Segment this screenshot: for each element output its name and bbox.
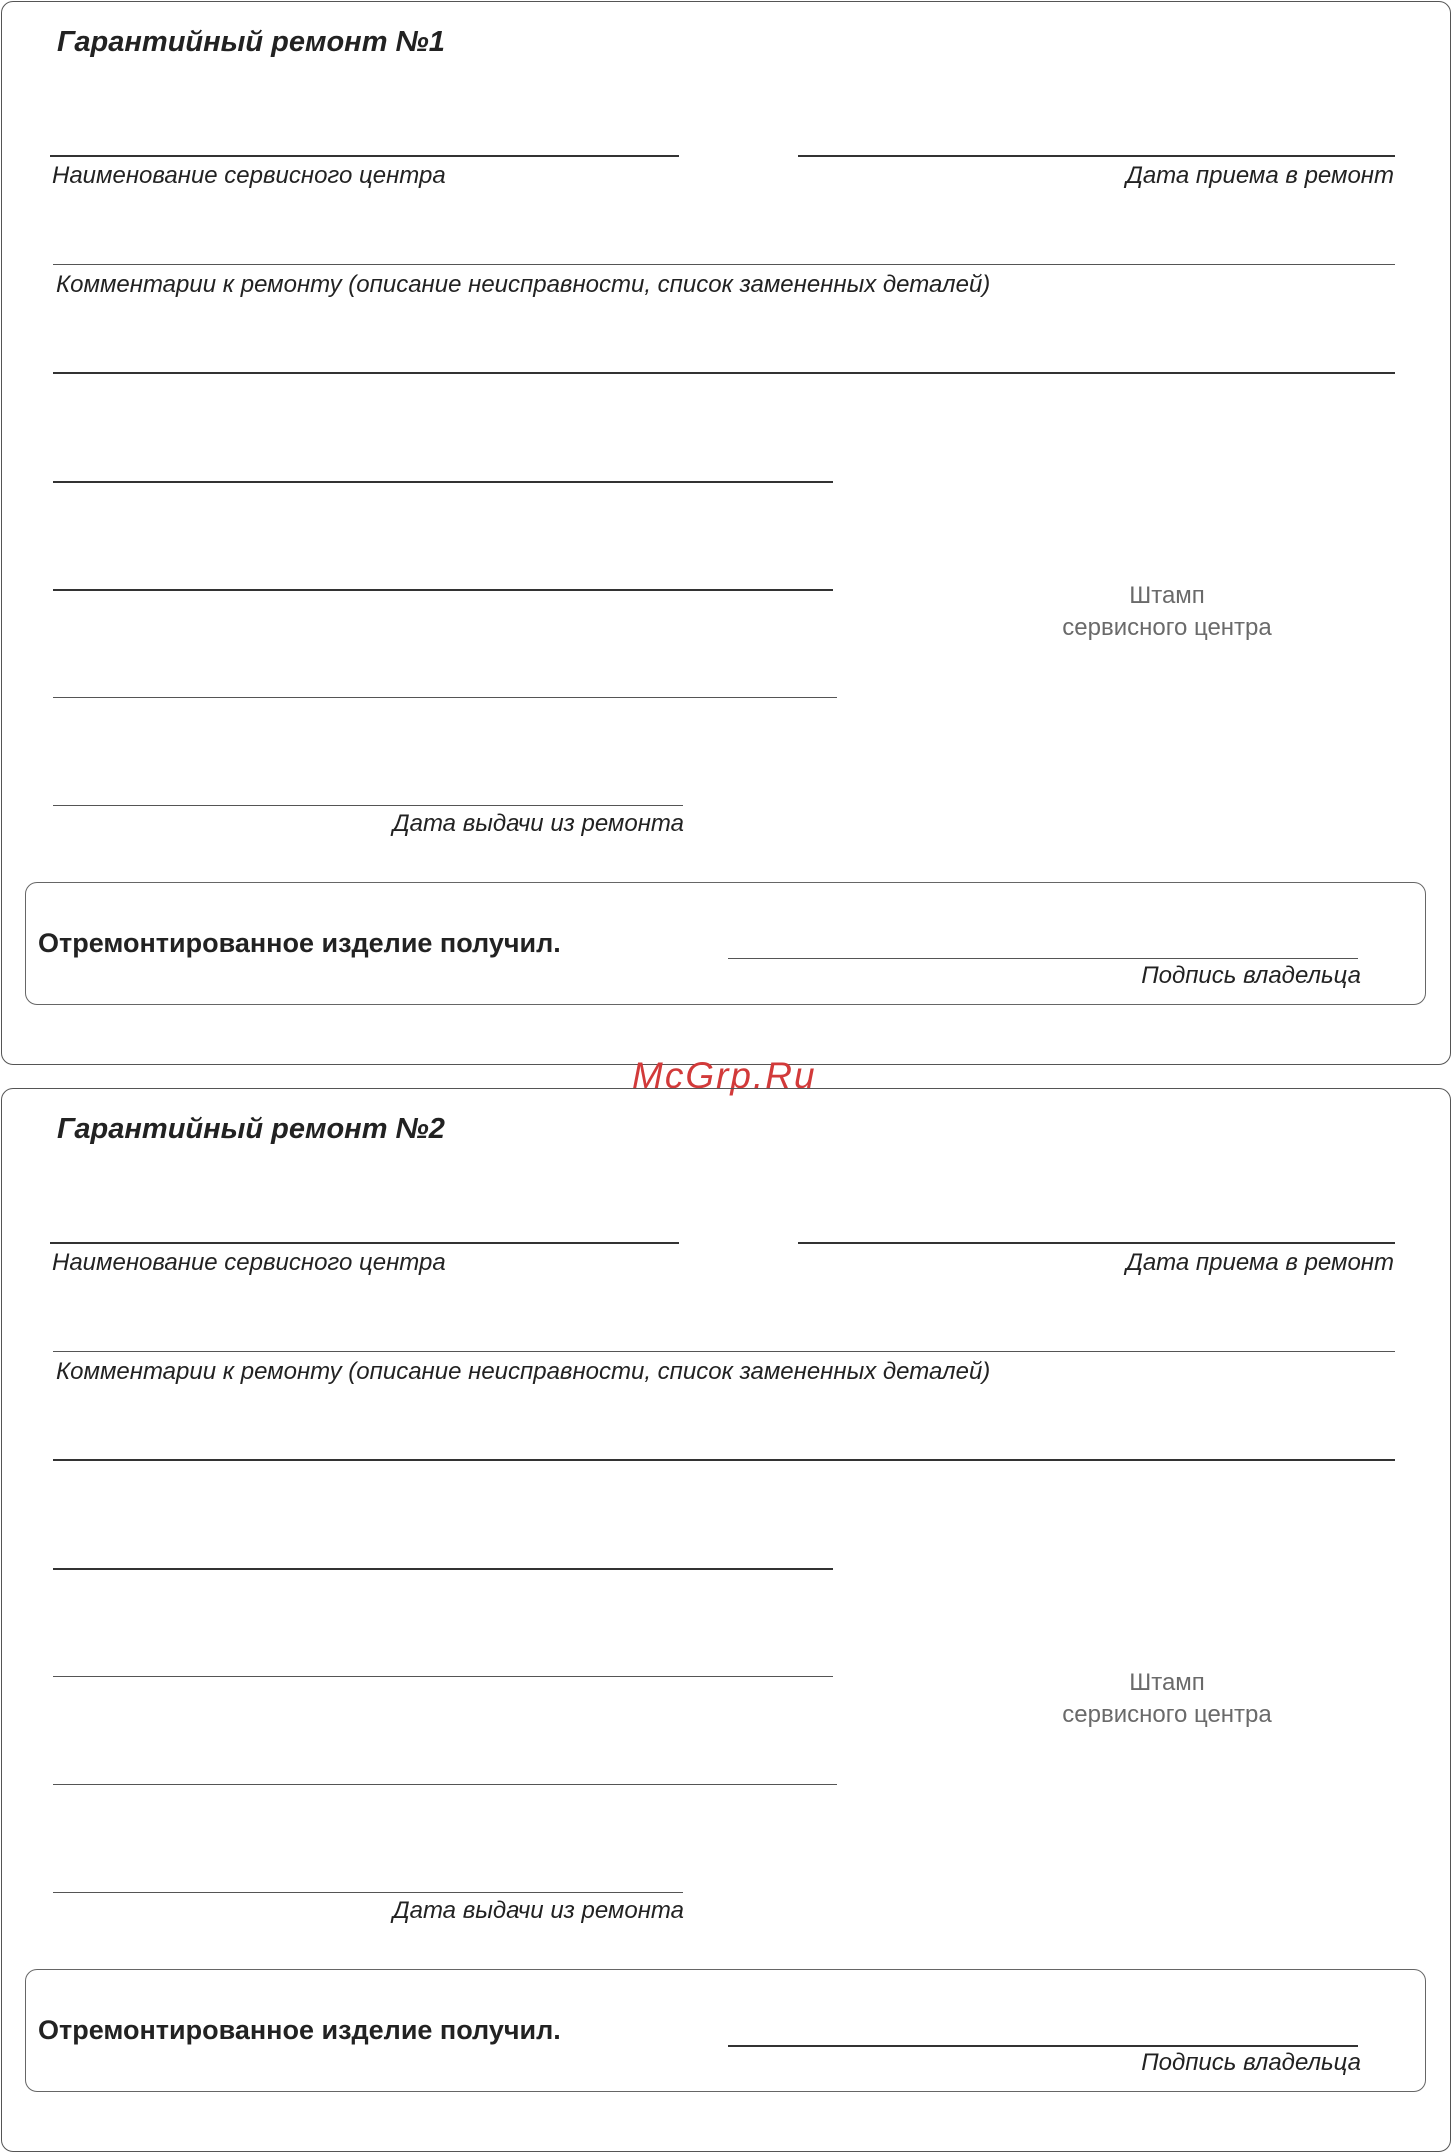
owner-signature-label: Подпись владельца <box>1141 962 1361 989</box>
stamp-area <box>1002 1667 1332 1731</box>
warranty-repair-card-1 <box>1 1 1451 1065</box>
date-received-field[interactable] <box>798 155 1395 157</box>
comments-field-line-4[interactable] <box>53 1676 833 1677</box>
comments-label: Комментарии к ремонту (описание неисправности, список замененных деталей) <box>56 271 991 298</box>
owner-signature-field[interactable] <box>728 2045 1358 2047</box>
stamp-label-line-2: сервисного центра <box>1062 1701 1272 1728</box>
card-title: Гарантийный ремонт №2 <box>57 1113 445 1145</box>
received-statement: Отремонтированное изделие получил. <box>38 2015 561 2045</box>
stamp-label-line-2: сервисного центра <box>1062 614 1272 641</box>
stamp-area <box>1002 580 1332 644</box>
owner-signature-field[interactable] <box>728 958 1358 959</box>
stamp-label-line-1: Штамп <box>1129 1669 1205 1696</box>
receipt-box <box>25 1969 1426 2092</box>
stamp-label-line-1: Штамп <box>1129 582 1205 609</box>
comments-field-line-1[interactable] <box>53 1351 1395 1352</box>
comments-label: Комментарии к ремонту (описание неисправности, список замененных деталей) <box>56 1358 991 1385</box>
date-issued-field[interactable] <box>53 1892 683 1893</box>
service-center-field[interactable] <box>50 155 679 157</box>
date-received-label: Дата приема в ремонт <box>1125 162 1394 189</box>
date-received-field[interactable] <box>798 1242 1395 1244</box>
owner-signature-label: Подпись владельца <box>1141 2049 1361 2076</box>
comments-field-line-2[interactable] <box>53 1459 1395 1461</box>
watermark: McGrp.Ru <box>632 1055 817 1096</box>
date-issued-label: Дата выдачи из ремонта <box>392 1897 684 1924</box>
card-title: Гарантийный ремонт №1 <box>57 26 445 58</box>
received-statement: Отремонтированное изделие получил. <box>38 928 561 958</box>
comments-field-line-2[interactable] <box>53 372 1395 374</box>
comments-field-line-3[interactable] <box>53 481 833 483</box>
date-issued-field[interactable] <box>53 805 683 806</box>
comments-field-line-1[interactable] <box>53 264 1395 265</box>
warranty-repair-card-2 <box>1 1088 1451 2152</box>
comments-field-line-5[interactable] <box>53 1784 837 1785</box>
service-center-label: Наименование сервисного центра <box>52 1249 446 1276</box>
comments-field-line-3[interactable] <box>53 1568 833 1570</box>
receipt-box <box>25 882 1426 1005</box>
comments-field-line-5[interactable] <box>53 697 837 698</box>
date-received-label: Дата приема в ремонт <box>1125 1249 1394 1276</box>
service-center-field[interactable] <box>50 1242 679 1244</box>
comments-field-line-4[interactable] <box>53 589 833 591</box>
date-issued-label: Дата выдачи из ремонта <box>392 810 684 837</box>
service-center-label: Наименование сервисного центра <box>52 162 446 189</box>
